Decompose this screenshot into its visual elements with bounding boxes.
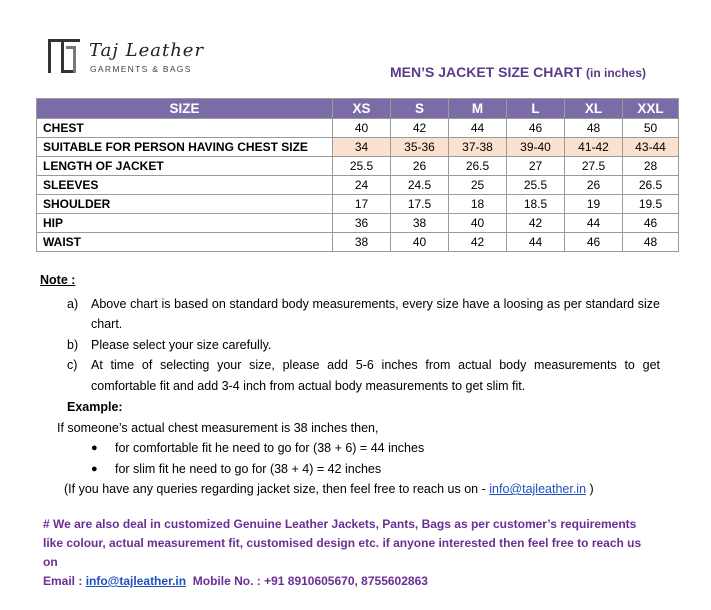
brand-tagline: GARMENTS & BAGS [90,64,192,74]
footer-section [43,515,655,591]
note-item [40,355,660,396]
table-cell: 25 [449,176,507,195]
example-bullet [40,459,660,480]
table-cell: 18.5 [507,195,565,214]
table-cell: 44 [449,119,507,138]
table-cell: 38 [391,214,449,233]
table-cell: 44 [565,214,623,233]
table-cell: 42 [507,214,565,233]
row-label: LENGTH OF JACKET [37,157,333,176]
header-cell: M [449,99,507,119]
table-cell: 40 [391,233,449,252]
row-label: WAIST [37,233,333,252]
footer-mobile: +91 8910605670, 8755602863 [264,574,428,588]
footer-text: # We are also deal in customized Genuine Leather Jackets, Pants, Bags as per customer’s requirements like colour, actual measurement fit, customised design etc. if anyone interested then feel free to reach us on [43,517,642,569]
table-row [37,176,679,195]
table-cell: 38 [333,233,391,252]
page-title [390,64,646,80]
table-cell: 19 [565,195,623,214]
row-label: SUITABLE FOR PERSON HAVING CHEST SIZE [37,138,333,157]
footer-email-label: Email : [43,574,86,588]
table-cell: 26 [565,176,623,195]
table-cell: 34 [333,138,391,157]
footer-email-link[interactable]: info@tajleather.in [85,574,187,588]
contact-line [40,479,660,500]
table-cell: 42 [391,119,449,138]
table-cell: 41-42 [565,138,623,157]
table-cell: 26 [391,157,449,176]
table-cell: 26.5 [449,157,507,176]
notes-heading: Note : [40,273,76,287]
table-row [37,214,679,233]
table-row [37,233,679,252]
title-units: (in inches) [586,66,647,80]
bullet-icon: ● [91,462,98,475]
example-bullet [40,438,660,459]
table-cell: 40 [333,119,391,138]
example-intro: If someone’s actual chest measurement is 38 inches then, [57,420,379,435]
table-cell: 25.5 [507,176,565,195]
table-row-highlighted [37,138,679,157]
header-cell: SIZE [37,99,333,119]
table-cell: 50 [623,119,679,138]
table-cell: 24 [333,176,391,195]
table-cell: 27 [507,157,565,176]
table-cell: 48 [565,119,623,138]
note-marker: b) [67,337,79,352]
note-marker: a) [67,296,79,311]
row-label: SHOULDER [37,195,333,214]
table-cell: 17 [333,195,391,214]
brand-logo [47,38,207,78]
table-row [37,157,679,176]
table-cell: 19.5 [623,195,679,214]
table-cell: 42 [449,233,507,252]
table-cell: 46 [623,214,679,233]
brand-name: Taj Leather [89,40,205,61]
table-row [37,195,679,214]
table-cell: 39-40 [507,138,565,157]
row-label: HIP [37,214,333,233]
bullet-text: for comfortable fit he need to go for (38 + 6) = 44 inches [115,441,425,455]
contact-prefix: (If you have any queries regarding jacket size, then feel free to reach us on - [64,482,490,496]
note-item [40,294,660,335]
table-cell: 25.5 [333,157,391,176]
table-header-row [37,99,679,119]
table-cell: 37-38 [449,138,507,157]
table-cell: 26.5 [623,176,679,195]
contact-email-link[interactable]: info@tajleather.in [489,482,587,496]
size-chart-table [36,98,679,252]
logo-mark-icon [47,38,81,74]
bullet-text: for slim fit he need to go for (38 + 4) = 42 inches [115,461,382,476]
note-text: At time of selecting your size, please add 5-6 inches from actual body measurements to get comfortable fit and add 3-4 inch from actual body measurements to get slim fit. [91,358,660,393]
note-text: Please select your size carefully. [91,337,272,352]
header-cell: XXL [623,99,679,119]
table-cell: 46 [507,119,565,138]
footer-contact [43,572,655,591]
table-cell: 40 [449,214,507,233]
note-text: Above chart is based on standard body measurements, every size have a loosing as per standard size chart. [91,296,660,331]
row-label: CHEST [37,119,333,138]
footer-mobile-label: Mobile No. : [186,574,265,588]
bullet-icon: ● [91,442,98,454]
note-marker: c) [67,358,78,372]
header-cell: S [391,99,449,119]
note-item [40,335,660,356]
header-cell: L [507,99,565,119]
table-cell: 27.5 [565,157,623,176]
table-cell: 18 [449,195,507,214]
table-cell: 44 [507,233,565,252]
table-cell: 28 [623,157,679,176]
title-main: MEN’S JACKET SIZE CHART [390,64,583,80]
table-cell: 36 [333,214,391,233]
table-cell: 24.5 [391,176,449,195]
table-cell: 35-36 [391,138,449,157]
table-cell: 48 [623,233,679,252]
notes-section [40,270,660,500]
table-row [37,119,679,138]
example-heading: Example: [67,400,123,414]
header-cell: XS [333,99,391,119]
table-cell: 46 [565,233,623,252]
table-cell: 17.5 [391,195,449,214]
contact-suffix: ) [586,482,594,496]
header-cell: XL [565,99,623,119]
table-cell: 43-44 [623,138,679,157]
row-label: SLEEVES [37,176,333,195]
